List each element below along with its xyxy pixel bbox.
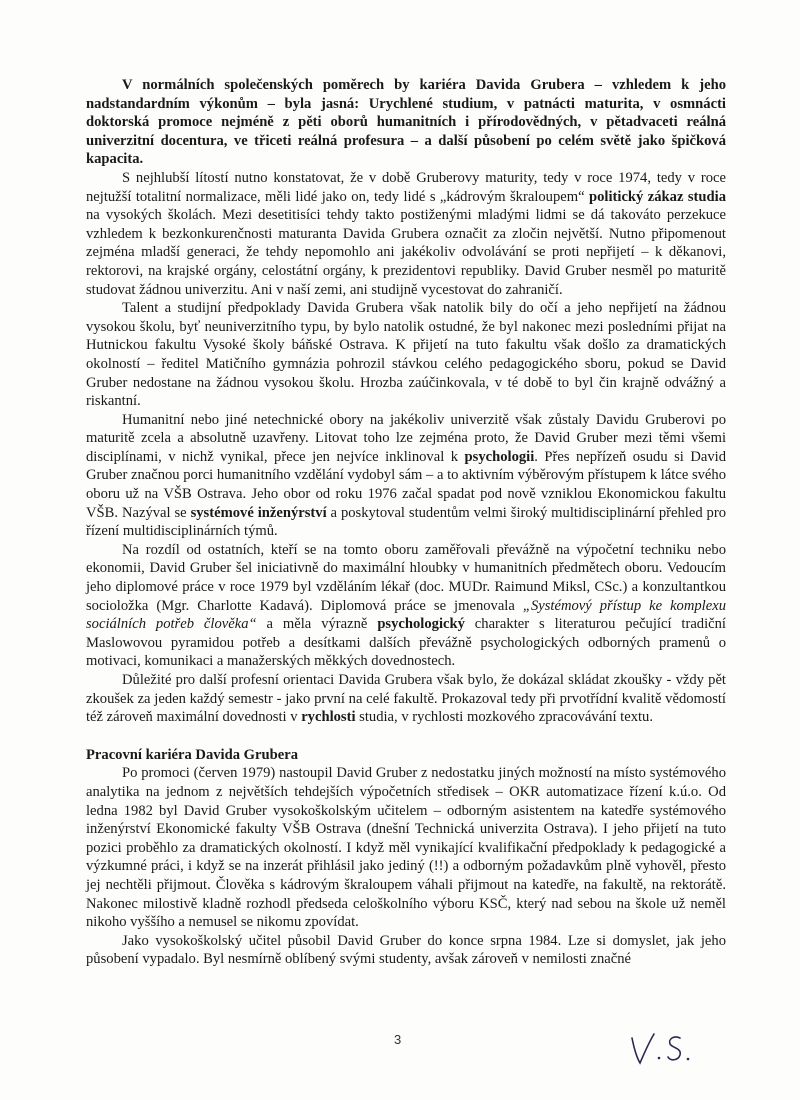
page-number: 3 bbox=[394, 1032, 402, 1047]
paragraph-3-bold-psychology: psychologii bbox=[464, 448, 535, 465]
paragraph-1-bold: politický zákaz studia bbox=[589, 188, 726, 205]
paragraph-7: Jako vysokoškolský učitel působil David Gruber do konce srpna 1984. Lze si domyslet, jak jeho působení vypadalo. Byl nesmírně oblíbený svými studenty, avšak zároveň v nemilosti značné bbox=[86, 932, 726, 968]
document-body bbox=[86, 76, 726, 969]
paragraph-1 bbox=[86, 169, 726, 299]
paragraph-4-text-c: a měla výrazně bbox=[256, 616, 378, 633]
paragraph-2: Talent a studijní předpoklady Davida Grubera však natolik bily do očí a jeho nepřijetí na žádnou vysokou školu, byť neuniverzitního typu, by bylo natolik ostudné, že byl nakonec mezi posledními přijat na Hutnickou fakultu Vysoké školy báňské Ostrava. K přijetí na tuto fakultu však došlo za dramatických okolností – ředitel Matičního gymnázia pohrozil stávkou celého pedagogického sboru, pokud se David Gruber nedostane na žádnou vysokou školu. Hrozba zaúčinkovala, v té době to byl čin krajně odvážný a riskantní. bbox=[86, 300, 726, 410]
paragraph-5-bold: rychlosti bbox=[301, 709, 356, 726]
paragraph-4-text-a: Na rozdíl od ostatních, kteří se na tomto oboru zaměřovali převážně na výpočetní techniku nebo ekonomii, David Gruber šel iniciativně do maximální hloubky v humanitních předmětech oboru. Vedoucím jeho diplomové práce v roce 1979 byl vzděláním lékař (doc. MUDr. Raimund Miksl, CSc.) a konzultantkou socioložka (Mgr. Charlotte Kadavá). Diplomová práce se jmenovala bbox=[86, 541, 726, 614]
paragraph-4-text-e: charakter s literaturou pečující tradiční Maslowovou pyramidou potřeb a desítkami dalších převážně psychologických odborných pramenů o motivaci, komunikaci a manažerských měkkých dovednostech. bbox=[86, 616, 726, 670]
paragraph-5-text-c: studia, v rychlosti mozkového zpracovávání textu. bbox=[355, 709, 654, 726]
paragraph-5-text-a: Důležité pro další profesní orientaci Davida Grubera však bylo, že dokázal skládat zkoušky - vždy pět zkoušek za jeden každý semestr - jako první na celé fakultě. Prokazoval tedy při prvotřídní kvalitě vědomostí též zároveň maximální dovednosti v bbox=[86, 672, 726, 726]
section-heading: Pracovní kariéra Davida Grubera bbox=[86, 746, 298, 763]
paragraph-3-text-e: a poskytoval studentům velmi široký multidisciplinární přehled pro řízení multidisciplinárních týmů. bbox=[86, 504, 726, 540]
paragraph-3 bbox=[86, 411, 726, 541]
paragraph-1-text-c: na vysokých školách. Mezi desetitisíci tehdy takto postiženými mladými lidmi se dá takováto perzekuce vzhledem k bezkonkurenčnosti maturanta Davida Grubera označit za zločin největší. Nutno připomenout zejména mladší generaci, že tehdy nepomohlo ani jakékoliv odvolávání se proti nepřijetí – k děkanovi, rektorovi, na krajské orgány, celostátní orgány, k prezidentovi republiky. David Gruber nesměl po maturitě studovat žádnou univerzitu. Ani v naší zemi, ani studijně vycestovat do zahraničí. bbox=[86, 207, 726, 298]
thesis-title: „Systémový přístup ke komplexu sociálních potřeb člověka“ bbox=[86, 597, 726, 633]
paragraph-1-text-a: S nejhlubší lítostí nutno konstatovat, že v době Gruberovy maturity, tedy v roce 1974, tedy v roce nejtužší totalitní normalizace, měli lidé jako on, tedy lidé s „kádrovým škraloupem“ bbox=[86, 169, 726, 205]
paragraph-3-bold-systems: systémové inženýrství bbox=[190, 504, 327, 521]
paragraph-4-bold: psychologický bbox=[377, 616, 465, 633]
paragraph-4 bbox=[86, 541, 726, 671]
paragraph-6: Po promoci (červen 1979) nastoupil David Gruber z nedostatku jiných možností na místo systémového analytika na jednom z největších tehdejších výpočetních středisek – OKR automatizace řízení k.ú.o. Od ledna 1982 byl David Gruber vysokoškolským učitelem – odborným asistentem na katedře systémového inženýrství Ekonomické fakulty VŠB Ostrava (dnešní Technická univerzita Ostrava). I jeho přijetí na tuto pozici proběhlo za dramatických okolností. I když měl vynikající kvalifikační předpoklady k pedagogické a výzkumné práci, i když se na inzerát přihlásil jako jediný (!!) a odborným požadavkům plně vyhověl, přesto jej nechtěli přijmout. Člověka s kádrovým škraloupem váhali přijmout na katedře, na fakultě, na rektorátě. Nakonec milostivě kladně rozhodl předseda celoškolního výboru KSČ, který nad sebou na škole už neměl nikoho vyššího a nemusel se nikomu zpovídat. bbox=[86, 765, 726, 931]
paragraph-3-text-a: Humanitní nebo jiné netechnické obory na jakékoliv univerzitě však zůstaly Davidu Gruberovi po maturitě zcela a absolutně uzavřeny. Litovat toho lze zejména proto, že David Gruber mezi těmi všemi disciplínami, v nichž vynikal, přece jen nejvíce inklinoval k bbox=[86, 411, 726, 465]
intro-paragraph: V normálních společenských poměrech by kariéra Davida Grubera – vzhledem k jeho nadstandardním výkonům – byla jasná: Urychlené studium, v patnácti maturita, v osmnácti doktorská promoce nejméně z pěti oborů humanitních i přírodovědných, v pětadvaceti reálná univerzitní docentura, ve třiceti reálná profesura – a další působení po celém světě jako špičková kapacita. bbox=[86, 77, 726, 168]
paragraph-3-text-c: . Přes nepřízeň osudu si David Gruber značnou porci humanitního vzdělání vydobyl sám – a to aktivním výběrovým přístupem k látce svého oboru už na VŠB Ostrava. Jeho obor od roku 1976 začal spadat pod nově vzniklou Ekonomickou fakultu VŠB. Nazýval se bbox=[86, 448, 726, 521]
handwritten-signature bbox=[628, 1030, 698, 1068]
paragraph-5 bbox=[86, 671, 726, 727]
